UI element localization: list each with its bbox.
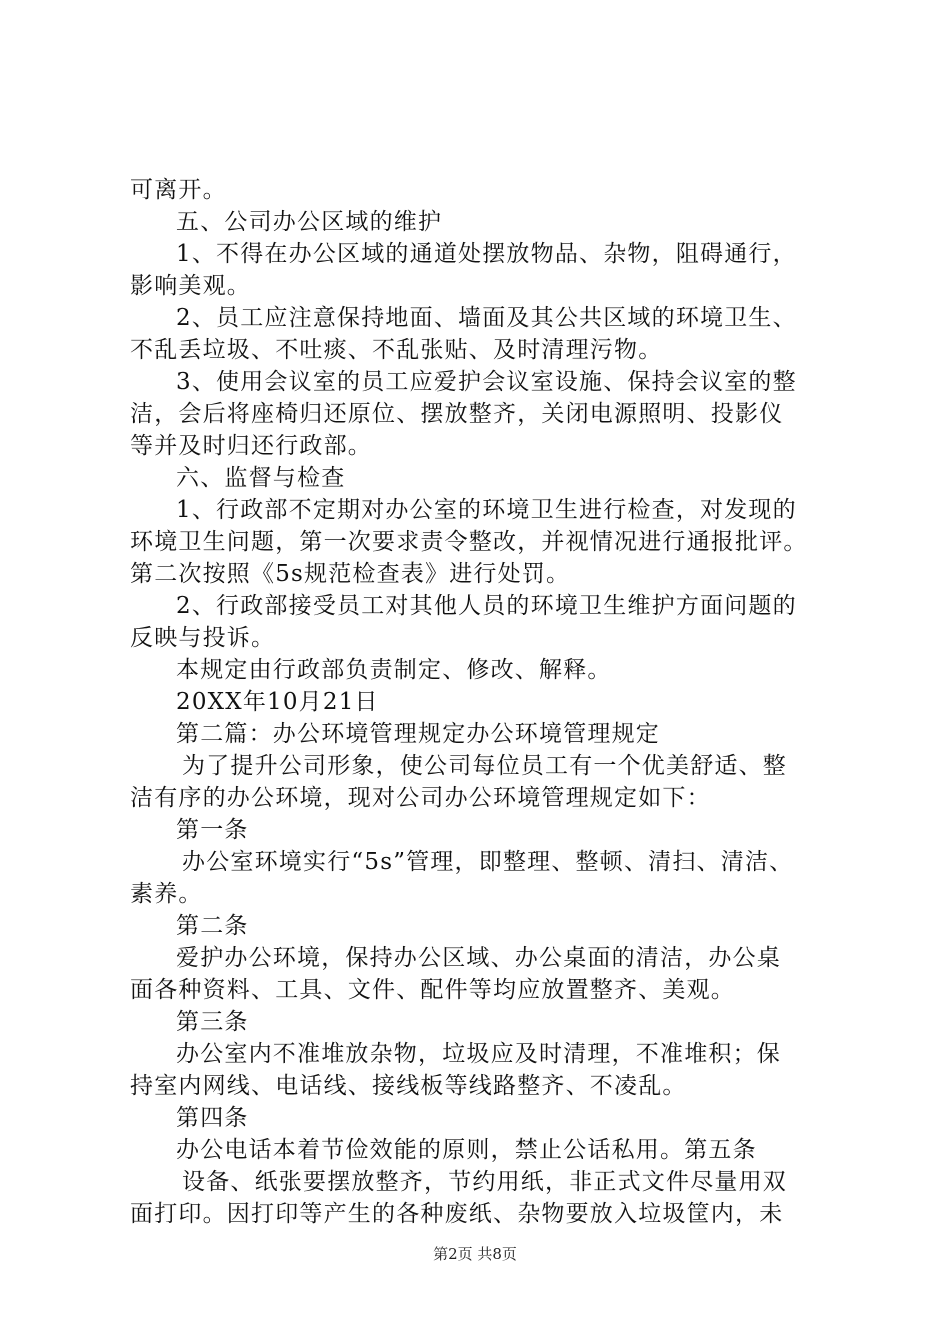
document-body [130,174,850,1230]
text-line: 3、使用会议室的员工应爱护会议室设施、保持会议室的整 [176,369,797,395]
text-line: 环境卫生问题，第一次要求责令整改，并视情况进行通报批评。 [130,529,808,555]
text-line: 办公室内不准堆放杂物，垃圾应及时清理，不准堆积；保 [176,1041,781,1067]
text-line: 等并及时归还行政部。 [130,433,372,459]
text-line: 面各种资料、工具、文件、配件等均应放置整齐、美观。 [130,977,735,1003]
article-heading: 第二条 [176,913,249,939]
text-line: 办公电话本着节俭效能的原则，禁止公话私用。第五条 [176,1137,757,1163]
page-number: 第2页 共8页 [433,1245,517,1263]
text-line: 爱护办公环境，保持办公区域、办公桌面的清洁，办公桌 [176,945,781,971]
section-heading: 五、公司办公区域的维护 [176,209,443,235]
text-line: 素养。 [130,881,203,907]
text-line: 1、不得在办公区域的通道处摆放物品、杂物，阻碍通行， [176,241,797,267]
text-line: 2、行政部接受员工对其他人员的环境卫生维护方面问题的 [176,593,797,619]
text-line: 第二次按照《5s规范检查表》进行处罚。 [130,561,571,587]
text-line: 影响美观。 [130,273,251,299]
section-heading: 六、监督与检查 [176,465,346,491]
text-line: 不乱丢垃圾、不吐痰、不乱张贴、及时清理污物。 [130,337,663,363]
article-heading: 第一条 [176,817,249,843]
text-line: 1、行政部不定期对办公室的环境卫生进行检查，对发现的 [176,497,797,523]
text-line: 本规定由行政部负责制定、修改、解释。 [176,657,612,683]
article-heading: 第四条 [176,1105,249,1131]
text-line: 为了提升公司形象，使公司每位员工有一个优美舒适、整 [182,753,787,779]
text-line: 2、员工应注意保持地面、墙面及其公共区域的环境卫生、 [176,305,797,331]
text-line: 面打印。因打印等产生的各种废纸、杂物要放入垃圾筐内，未 [130,1201,784,1227]
text-line: 洁有序的办公环境，现对公司办公环境管理规定如下： [130,785,711,811]
text-line: 反映与投诉。 [130,625,276,651]
text-line: 持室内网线、电话线、接线板等线路整齐、不凌乱。 [130,1073,687,1099]
text-line: 设备、纸张要摆放整齐，节约用纸，非正式文件尽量用双 [182,1169,787,1195]
text-line: 洁，会后将座椅归还原位、摆放整齐，关闭电源照明、投影仪 [130,401,784,427]
date-line: 20XX年10月21日 [176,689,379,715]
text-line: 可离开。 [130,177,227,203]
article-heading: 第三条 [176,1009,249,1035]
page-footer [0,1244,950,1264]
text-line: 办公室环境实行“5s”管理，即整理、整顿、清扫、清洁、 [182,849,794,875]
section-heading: 第二篇：办公环境管理规定办公环境管理规定 [176,721,660,747]
